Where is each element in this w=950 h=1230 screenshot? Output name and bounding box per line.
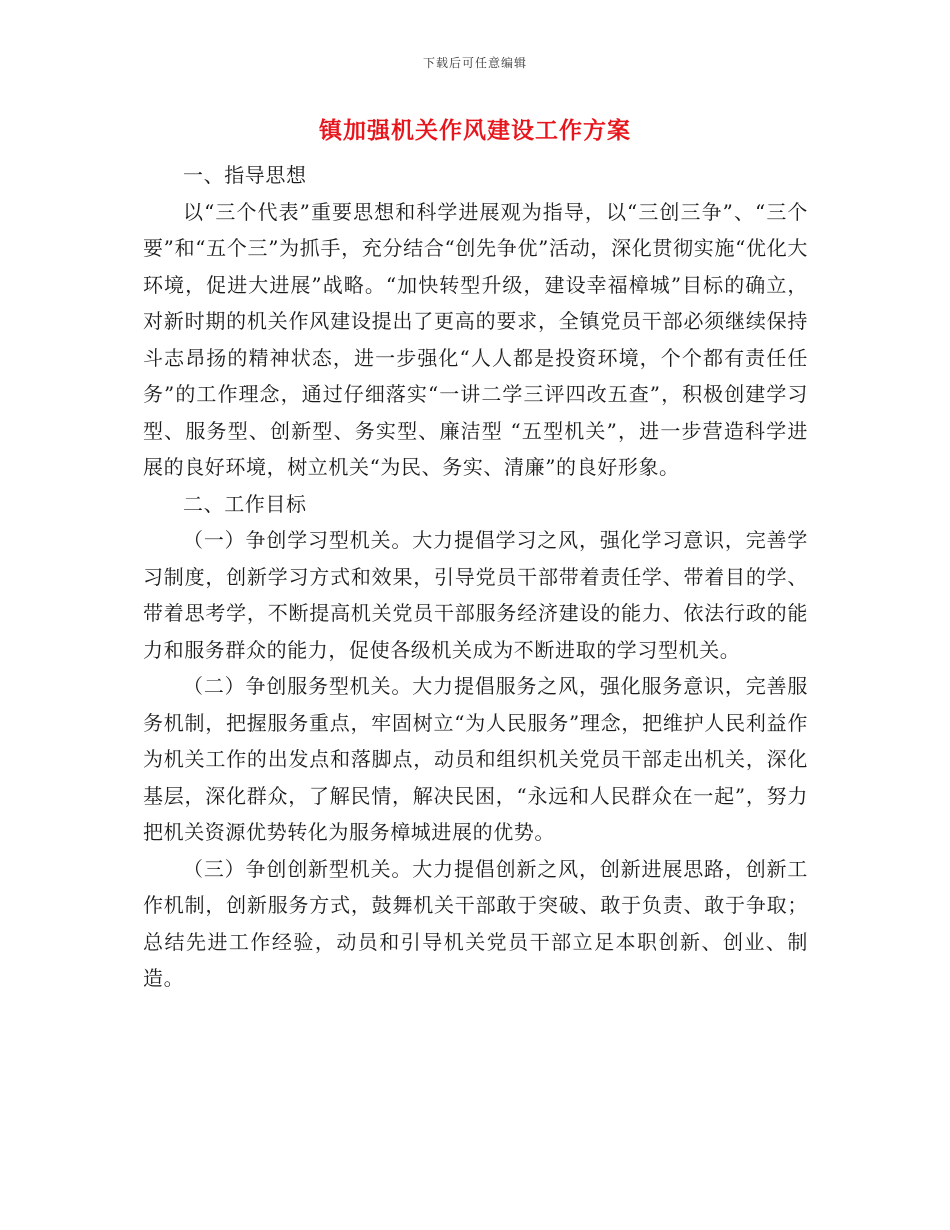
paragraph-innovation-organ: （三）争创创新型机关。大力提倡创新之风，创新进展思路，创新工作机制，创新服务方式，鼓舞机关干部敢于突破、敢于负责、敢于争取；总结先进工作经验，动员和引导机关党员干部立足本职创新、创业、制造。 [143,856,808,990]
document-body [143,157,808,997]
paragraph-service-organ: （二）争创服务型机关。大力提倡服务之风，强化服务意识，完善服务机制，把握服务重点，牢固树立“为人民服务”理念，把维护人民利益作为机关工作的出发点和落脚点，动员和组织机关党员干部走出机关，深化基层，深化群众，了解民情，解决民困，“永远和人民群众在一起”，努力把机关资源优势转化为服务樟城进展的优势。 [143,674,808,844]
section-heading-guiding-ideology: 一、指导思想 [183,163,307,187]
paragraph-guiding-ideology: 以“三个代表”重要思想和科学进展观为指导，以“三创三争”、“三个要”和“五个三”为抓手，充分结合“创先争优”活动，深化贯彻实施“优化大环境，促进大进展”战略。“加快转型升级，建设幸福樟城”目标的确立，对新时期的机关作风建设提出了更高的要求，全镇党员干部必须继续保持斗志昂扬的精神状态，进一步强化“人人都是投资环境，个个都有责任任务”的工作理念，通过仔细落实“一讲二学三评四改五查”，积极创建学习型、服务型、创新型、务实型、廉洁型 “五型机关”，进一步营造科学进展的良好环境，树立机关“为民、务实、清廉”的良好形象。 [143,199,808,479]
paragraph-learning-organ: （一）争创学习型机关。大力提倡学习之风，强化学习意识，完善学习制度，创新学习方式和效果，引导党员干部带着责任学、带着目的学、带着思考学，不断提高机关党员干部服务经济建设的能力、依法行政的能力和服务群众的能力，促使各级机关成为不断进取的学习型机关。 [143,528,808,662]
section-heading-work-goals: 二、工作目标 [183,491,307,516]
header-note: 下载后可任意编辑 [422,56,527,70]
document-title: 镇加强机关作风建设工作方案 [319,117,631,144]
